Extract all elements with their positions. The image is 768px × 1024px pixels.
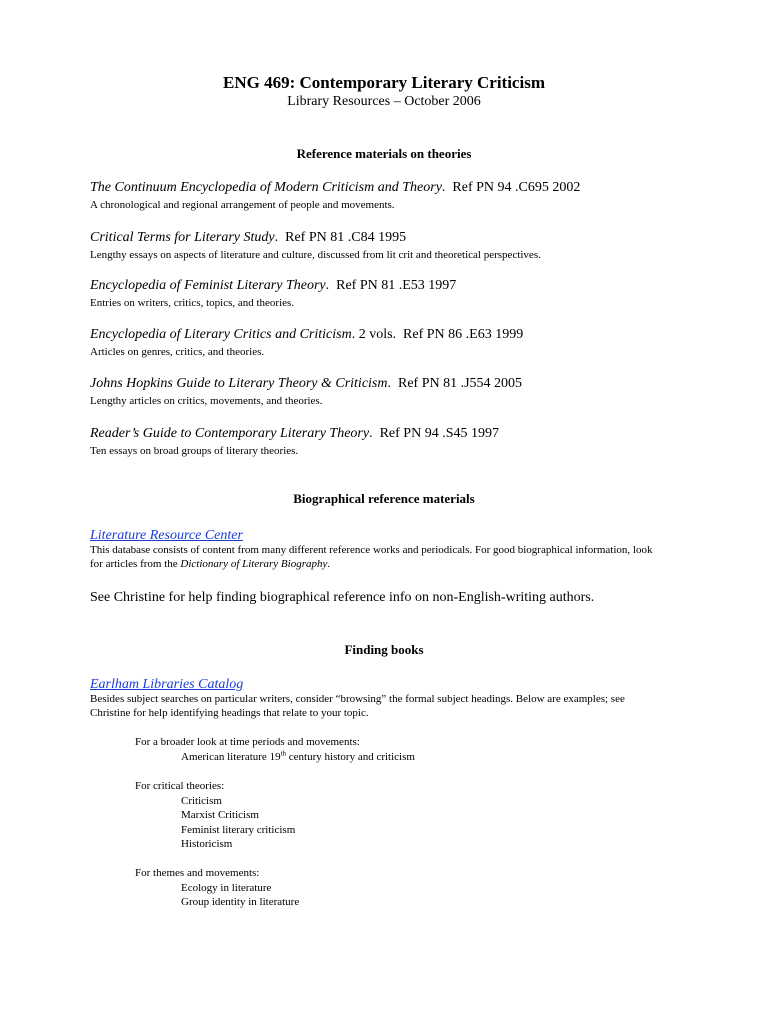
call-number: Ref PN 81 .E53 1997 (329, 278, 457, 293)
page-subtitle: Library Resources – October 2006 (287, 94, 481, 109)
biographical-note: See Christine for help finding biographical reference info on non-English-writing authors. (90, 590, 595, 605)
entry-title: Reader’s Guide to Contemporary Literary Theory (90, 426, 370, 441)
subject-heading: Ecology in literature (181, 881, 272, 894)
subject-heading: Marxist Criticism (181, 809, 259, 821)
entry-description: A chronological and regional arrangement of people and movements. (90, 199, 395, 211)
entry-description: Lengthy essays on aspects of literature and culture, discussed from lit crit and theoretical perspectives. (90, 249, 541, 261)
page-title: ENG 469: Contemporary Literary Criticism (223, 73, 545, 92)
call-number: Ref PN 81 .J554 2005 (391, 376, 523, 391)
entry-description: Articles on genres, critics, and theories. (90, 346, 265, 358)
group-label: For themes and movements: (135, 867, 260, 879)
section-heading-theories: Reference materials on theories (296, 146, 472, 161)
entry-title: Encyclopedia of Feminist Literary Theory (90, 278, 326, 293)
literature-resource-center-link[interactable]: Literature Resource Center (90, 528, 243, 543)
section-heading-books: Finding books (344, 642, 424, 657)
reference-entry: Encyclopedia of Literary Critics and Criticism. 2 vols. Ref PN 86 .E63 1999 Articles on genres, critics, and theories. (90, 326, 690, 359)
reference-entry: Johns Hopkins Guide to Literary Theory & Criticism. Ref PN 81 .J554 2005 Lengthy articles on critics, movements, and theories. (90, 375, 690, 408)
entry-title: Johns Hopkins Guide to Literary Theory & Criticism (90, 376, 388, 391)
group-label: For critical theories: (135, 780, 225, 792)
entry-title: Critical Terms for Literary Study (90, 230, 275, 245)
subject-group (135, 735, 635, 764)
reference-entry: The Continuum Encyclopedia of Modern Criticism and Theory. Ref PN 94 .C695 2002 A chronological and regional arrangement of people and movements. (90, 179, 690, 212)
subject-heading: Feminist literary criticism (181, 823, 296, 836)
subject-heading: Historicism (181, 838, 233, 850)
reference-entry: Critical Terms for Literary Study. Ref PN 81 .C84 1995 Lengthy essays on aspects of literature and culture, discussed from lit crit and theoretical perspectives. (90, 229, 690, 262)
earlham-catalog-link[interactable]: Earlham Libraries Catalog (90, 677, 244, 692)
entry-title: Encyclopedia of Literary Critics and Criticism (90, 327, 352, 342)
subject-heading: Group identity in literature (181, 896, 300, 908)
subject-heading: Criticism (181, 794, 222, 807)
call-number: Ref PN 94 .C695 2002 (445, 180, 581, 195)
reference-entry: Reader’s Guide to Contemporary Literary Theory. Ref PN 94 .S45 1997 Ten essays on broad groups of literary theories. (90, 425, 690, 458)
entry-description: Ten essays on broad groups of literary theories. (90, 445, 299, 457)
subject-group (135, 779, 635, 852)
group-label: For a broader look at time periods and movements: (135, 736, 360, 748)
call-number: Ref PN 81 .C84 1995 (278, 230, 407, 245)
subject-group (135, 866, 635, 910)
call-number: Ref PN 94 .S45 1997 (372, 426, 499, 441)
entry-description: Lengthy articles on critics, movements, and theories. (90, 395, 323, 407)
books-description: Besides subject searches on particular writers, consider “browsing” the formal subject headings. Below are examples; see Christine for help identifying headings that relate to your topic. (90, 693, 625, 719)
entry-description: Entries on writers, critics, topics, and theories. (90, 297, 295, 309)
biographical-description: This database consists of content from many different reference works and periodicals. For good biographical information, look for articles from the Dictionary of Literary Biography. (90, 544, 653, 570)
call-number: Ref PN 86 .E63 1999 (396, 327, 524, 342)
entry-title: The Continuum Encyclopedia of Modern Criticism and Theory (90, 180, 442, 195)
reference-entry: Encyclopedia of Feminist Literary Theory. Ref PN 81 .E53 1997 Entries on writers, critics, topics, and theories. (90, 277, 690, 310)
subject-heading: American literature 19th century history and criticism (181, 748, 415, 763)
section-heading-biographical: Biographical reference materials (293, 491, 475, 506)
